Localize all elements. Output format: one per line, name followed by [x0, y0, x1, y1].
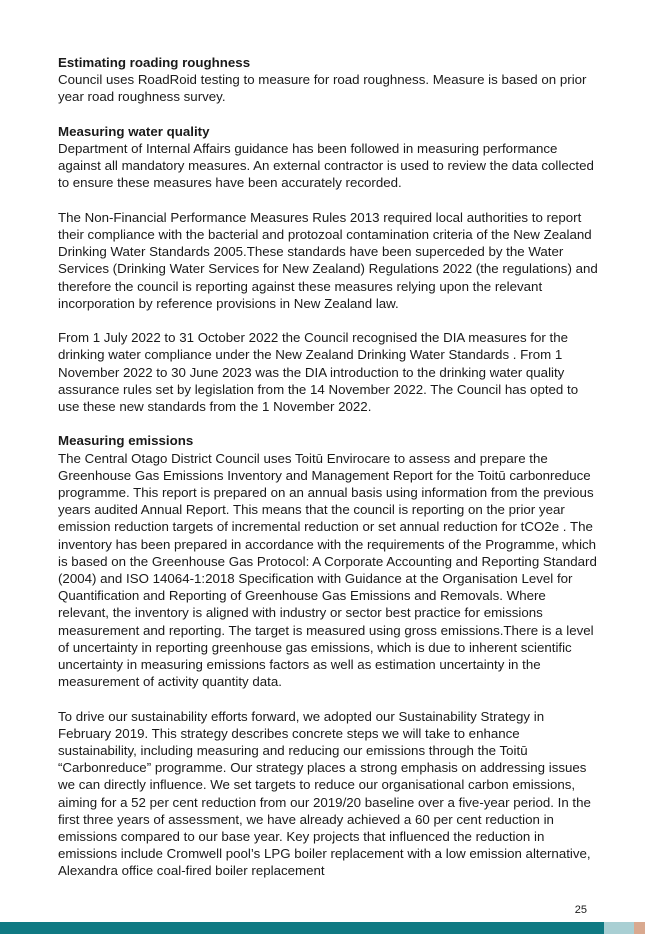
footer-bar-light-segment [604, 922, 634, 934]
paragraph: Council uses RoadRoid testing to measure for road roughness. Measure is based on prior year road roughness survey. [58, 72, 587, 105]
paragraph: The Central Otago District Council uses Toitū Envirocare to assess and prepare the Greenhouse Gas Emissions Inventory and Management Report for the Toitū carbonreduce programme. This report is prepared on an annual basis using information from the previous years audited Annual Report. This means that the council is reporting on the prior year emission reduction targets of incremental reduction or set annual reduction for tCO2e . The inventory has been prepared in accordance with the requirements of the Programme, which is based on the Greenhouse Gas Protocol: A Corporate Accounting and Reporting Standard (2004) and ISO 14064-1:2018 Specification with Guidance at the Organisation Level for Quantification and Reporting of Greenhouse Gas Emissions and Removals. Where relevant, the inventory is aligned with industry or sector best practice for emissions measurement and reporting. The target is measured using gross emissions.There is a level of uncertainty in reporting greenhouse gas emissions, which is due to inherent scientific uncertainty in measuring emissions factors as well as estimation uncertainty in the measurement of activity quantity data. [58, 450, 597, 690]
section-roading-roughness [58, 54, 598, 106]
paragraph: Department of Internal Affairs guidance has been followed in measuring performance against all mandatory measures. An external contractor is used to review the data collected to ensure these measures have been accurately recorded. [58, 141, 594, 191]
footer-color-bar [0, 922, 645, 934]
section-water-quality [58, 123, 598, 415]
footer-bar-accent-segment [634, 922, 645, 934]
paragraph: From 1 July 2022 to 31 October 2022 the Council recognised the DIA measures for the drinking water compliance under the New Zealand Drinking Water Standards . From 1 November 2022 to 30 June 2023 was the DIA introduction to the drinking water quality assurance rules set by legislation from the 14 November 2022. The Council has opted to use these new standards from the 1 November 2022. [58, 330, 579, 415]
document-body [58, 54, 598, 897]
paragraph: The Non-Financial Performance Measures Rules 2013 required local authorities to report their compliance with the bacterial and protozoal contamination criteria of the New Zealand Drinking Water Standards 2005.These standards have been superceded by the Water Services (Drinking Water Services for New Zealand) Regulations 2022 (the regulations) and therefore the council is reporting against these measures relying upon the relevant incorporation by reference provisions in New Zealand law. [58, 209, 598, 311]
page-number: 25 [574, 904, 587, 916]
footer-bar-main-segment [0, 922, 604, 934]
section-heading: Measuring water quality [58, 123, 210, 139]
section-heading: Measuring emissions [58, 433, 194, 449]
paragraph: To drive our sustainability efforts forward, we adopted our Sustainability Strategy in February 2019. This strategy describes concrete steps we will take to enhance sustainability, including measuring and reducing our emissions through the Toitū “Carbonreduce” programme. Our strategy places a strong emphasis on addressing issues we can directly influence. We set targets to reduce our organisational carbon emissions, aiming for a 52 per cent reduction from our 2019/20 baseline over a five-year period. In the first three years of assessment, we have already achieved a 60 per cent reduction in emissions compared to our base year. Key projects that influenced the reduction in emissions include Cromwell pool’s LPG boiler replacement with a low emission alternative, Alexandra office coal-fired boiler replacement [58, 708, 591, 879]
section-heading: Estimating roading roughness [58, 55, 251, 70]
section-emissions [58, 432, 598, 879]
